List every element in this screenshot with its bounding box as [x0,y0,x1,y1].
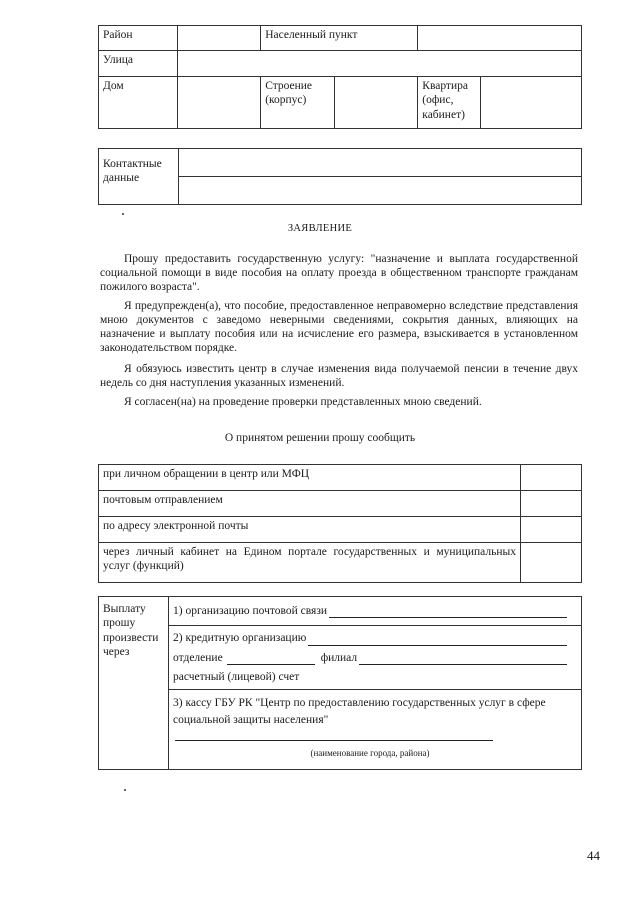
payment-branch-label: отделение [173,651,223,664]
street-field[interactable] [177,51,581,77]
notify-option-in-person: при личном обращении в центр или МФЦ [99,465,521,491]
district-field[interactable] [177,26,261,51]
notify-checkbox-in-person[interactable] [521,465,582,491]
contacts-field-2[interactable] [179,177,582,205]
payment-option-post-label: 1) организацию почтовой связи [173,605,328,617]
contacts-table [98,148,582,205]
payment-option-cashdesk[interactable] [173,695,567,746]
payment-label: Выплату прошу произвести через [99,597,169,770]
payment-branch-line[interactable] [227,653,315,665]
statement-paragraph-4: Я согласен(на) на проведение проверки представленных мною сведений. [124,396,482,408]
payment-post-line[interactable] [329,606,567,618]
notify-table [98,464,582,583]
building-label: Строение (корпус) [261,77,334,129]
district-label: Район [99,26,178,51]
payment-filial-label: филиал [320,651,358,664]
payment-option-cashdesk-label: 3) кассу ГБУ РК "Центр по предоставлению государственных услуг в сфере социальной защиты населения" [173,697,546,727]
statement-paragraph-2: Я предупрежден(а), что пособие, предоставленное неправомерно вследствие представления мною документов с заведомо неверными сведениями, сокрытия данных, влияющих на назначение и выплату пособия или на исчисление его размера, взыскивается в установленном законодательством порядке. [100,300,578,355]
payment-table [98,596,582,770]
payment-city-caption: (наименование города, района) [310,748,430,759]
payment-option-bank-label: 2) кредитную организацию [173,632,307,645]
payment-account-label: расчетный (лицевой) счет [173,671,300,684]
scan-dot [122,213,124,215]
locality-field[interactable] [418,26,582,51]
payment-branch-row [173,651,567,665]
apartment-field[interactable] [481,77,582,129]
notify-checkbox-portal[interactable] [521,543,582,583]
notify-checkbox-post[interactable] [521,491,582,517]
payment-option-bank[interactable] [173,631,567,645]
notify-title: О принятом решении прошу сообщить [224,432,416,444]
payment-option-post[interactable] [173,604,567,618]
street-label: Улица [99,51,178,77]
statement-paragraph-1: Прошу предоставить государственную услугу: "назначение и выплата государственной социальной помощи в виде пособия на оплату проезда в общественном транспорте гражданам пожилого возраста". [100,253,578,294]
address-table [98,25,582,129]
contacts-label: Контактные данные [99,149,179,205]
statement-paragraph-3: Я обязуюсь известить центр в случае изменения вида получаемой пенсии в течение двух недель со дня наступления указанных изменений. [100,363,578,390]
house-label: Дом [99,77,178,129]
payment-filial-line[interactable] [359,653,567,665]
payment-cashdesk-line[interactable] [175,729,493,741]
notify-option-email: по адресу электронной почты [99,517,521,543]
scan-dot-2 [124,789,126,791]
page-number: 44 [587,848,600,863]
statement-title: ЗАЯВЛЕНИЕ [287,223,353,234]
house-field[interactable] [177,77,261,129]
notify-option-post: почтовым отправлением [99,491,521,517]
notify-checkbox-email[interactable] [521,517,582,543]
building-field[interactable] [334,77,418,129]
notify-option-portal: через личный кабинет на Едином портале государственных и муниципальных услуг (функций) [99,543,521,583]
locality-label: Населенный пункт [261,26,418,51]
apartment-label: Квартира (офис, кабинет) [418,77,481,129]
payment-bank-line[interactable] [308,634,567,646]
contacts-field-1[interactable] [179,149,582,177]
